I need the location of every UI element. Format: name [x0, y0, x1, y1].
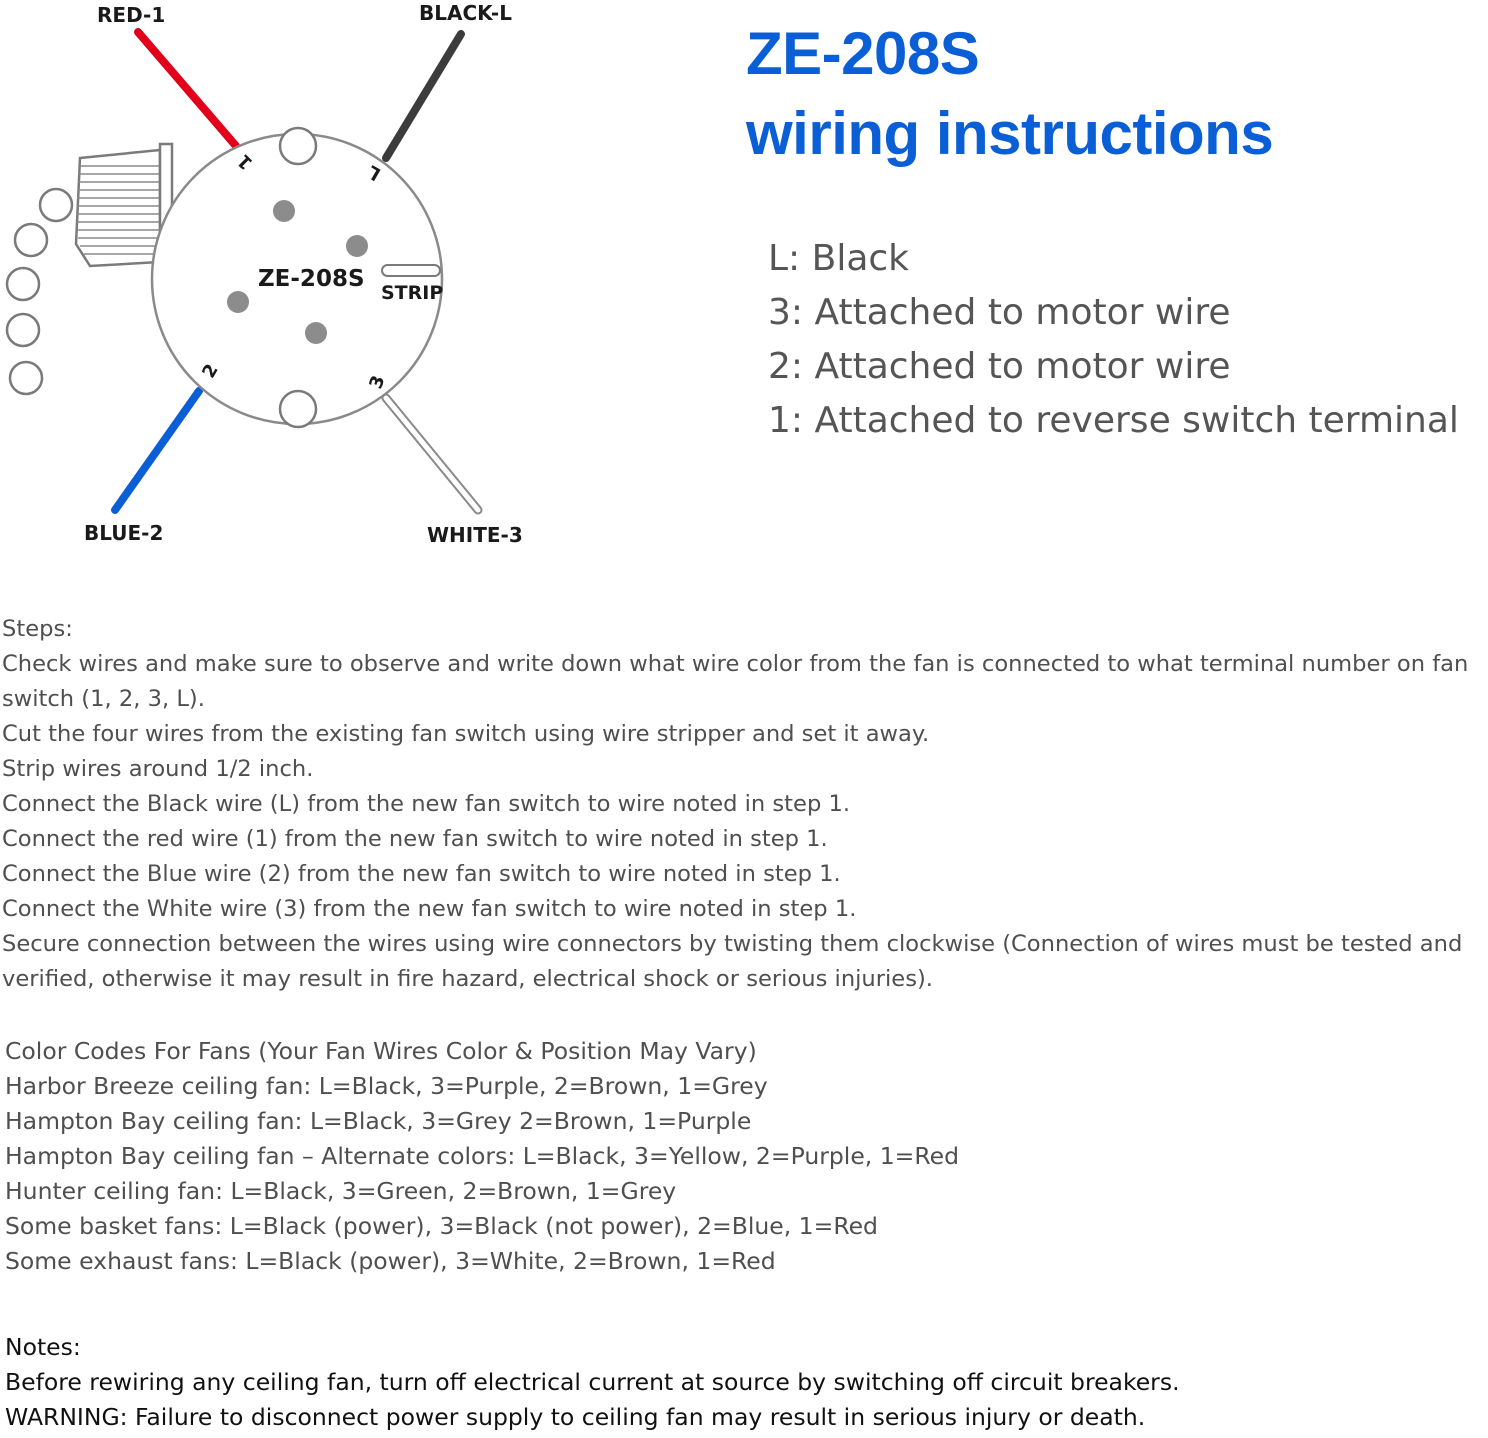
notes-section: [5, 1330, 1180, 1435]
color-code-item: Some basket fans: L=Black (power), 3=Black (not power), 2=Blue, 1=Red: [5, 1212, 878, 1240]
warning-note: WARNING: Failure to disconnect power supply to ceiling fan may result in serious injury or death.: [5, 1403, 1146, 1431]
chain-bead: [10, 362, 42, 394]
chain-bead: [7, 268, 39, 300]
steps-heading: Steps:: [2, 616, 73, 642]
contact-dot: [305, 322, 327, 344]
red-wire: [138, 32, 236, 146]
step-item: Check wires and make sure to observe and write down what wire color from the fan is connected to what terminal number on fan switch (1, 2, 3, L).: [2, 651, 1469, 712]
strip-gauge: [382, 265, 440, 276]
steps-section: [2, 612, 1488, 997]
color-codes-heading: Color Codes For Fans (Your Fan Wires Color & Position May Vary): [5, 1037, 757, 1065]
legend-item: 1: Attached to reverse switch terminal: [768, 400, 1459, 441]
switch-wiring-diagram: [0, 0, 560, 560]
color-code-item: Hunter ceiling fan: L=Black, 3=Green, 2=Brown, 1=Grey: [5, 1177, 677, 1205]
mounting-hole-bottom: [280, 391, 316, 427]
color-code-item: Harbor Breeze ceiling fan: L=Black, 3=Purple, 2=Brown, 1=Grey: [5, 1072, 768, 1100]
chain-bead: [7, 314, 39, 346]
blue-wire-label: BLUE-2: [84, 521, 164, 545]
page-title: [746, 14, 1273, 174]
color-code-item: Some exhaust fans: L=Black (power), 3=White, 2=Brown, 1=Red: [5, 1247, 776, 1275]
terminal-l-label: L: [364, 160, 385, 185]
strip-label: STRIP: [381, 282, 444, 304]
contact-dot: [273, 200, 295, 222]
chain-bead: [15, 224, 47, 256]
terminal-legend: [768, 232, 1459, 448]
white-wire-label: WHITE-3: [427, 523, 523, 547]
step-item: Strip wires around 1/2 inch.: [2, 756, 314, 782]
blue-wire: [115, 391, 199, 510]
notes-heading: Notes:: [5, 1333, 81, 1361]
terminal-2-label: 2: [198, 360, 223, 382]
contact-dot: [346, 235, 368, 257]
terminal-1-label: 1: [233, 149, 258, 174]
black-wire: [386, 34, 461, 158]
step-item: Connect the Blue wire (2) from the new fan switch to wire noted in step 1.: [2, 861, 841, 887]
color-code-item: Hampton Bay ceiling fan – Alternate colors: L=Black, 3=Yellow, 2=Purple, 1=Red: [5, 1142, 960, 1170]
note-item: Before rewiring any ceiling fan, turn off electrical current at source by switching off circuit breakers.: [5, 1368, 1180, 1396]
contact-dot: [227, 291, 249, 313]
red-wire-label: RED-1: [97, 3, 166, 27]
chain-bead: [40, 189, 72, 221]
title-subtitle: wiring instructions: [746, 100, 1274, 167]
legend-item: L: Black: [768, 238, 910, 279]
legend-item: 3: Attached to motor wire: [768, 292, 1231, 333]
step-item: Cut the four wires from the existing fan switch using wire stripper and set it away.: [2, 721, 930, 747]
step-item: Connect the red wire (1) from the new fan switch to wire noted in step 1.: [2, 826, 828, 852]
white-wire: [386, 398, 478, 510]
terminal-3-label: 3: [365, 372, 390, 392]
black-wire-label: BLACK-L: [419, 1, 512, 25]
step-item: Connect the Black wire (L) from the new fan switch to wire noted in step 1.: [2, 791, 851, 817]
switch-model-label: ZE-208S: [258, 266, 365, 292]
step-item: Secure connection between the wires using wire connectors by twisting them clockwise (Connection of wires must be tested and verified, otherwise it may result in fire hazard, electrical shock or serious injuries).: [2, 931, 1463, 992]
color-codes-section: [5, 1034, 959, 1279]
title-model: ZE-208S: [746, 20, 980, 87]
mounting-hole-top: [280, 128, 316, 164]
color-code-item: Hampton Bay ceiling fan: L=Black, 3=Grey 2=Brown, 1=Purple: [5, 1107, 752, 1135]
legend-item: 2: Attached to motor wire: [768, 346, 1231, 387]
step-item: Connect the White wire (3) from the new fan switch to wire noted in step 1.: [2, 896, 857, 922]
pull-chain: [7, 189, 72, 394]
